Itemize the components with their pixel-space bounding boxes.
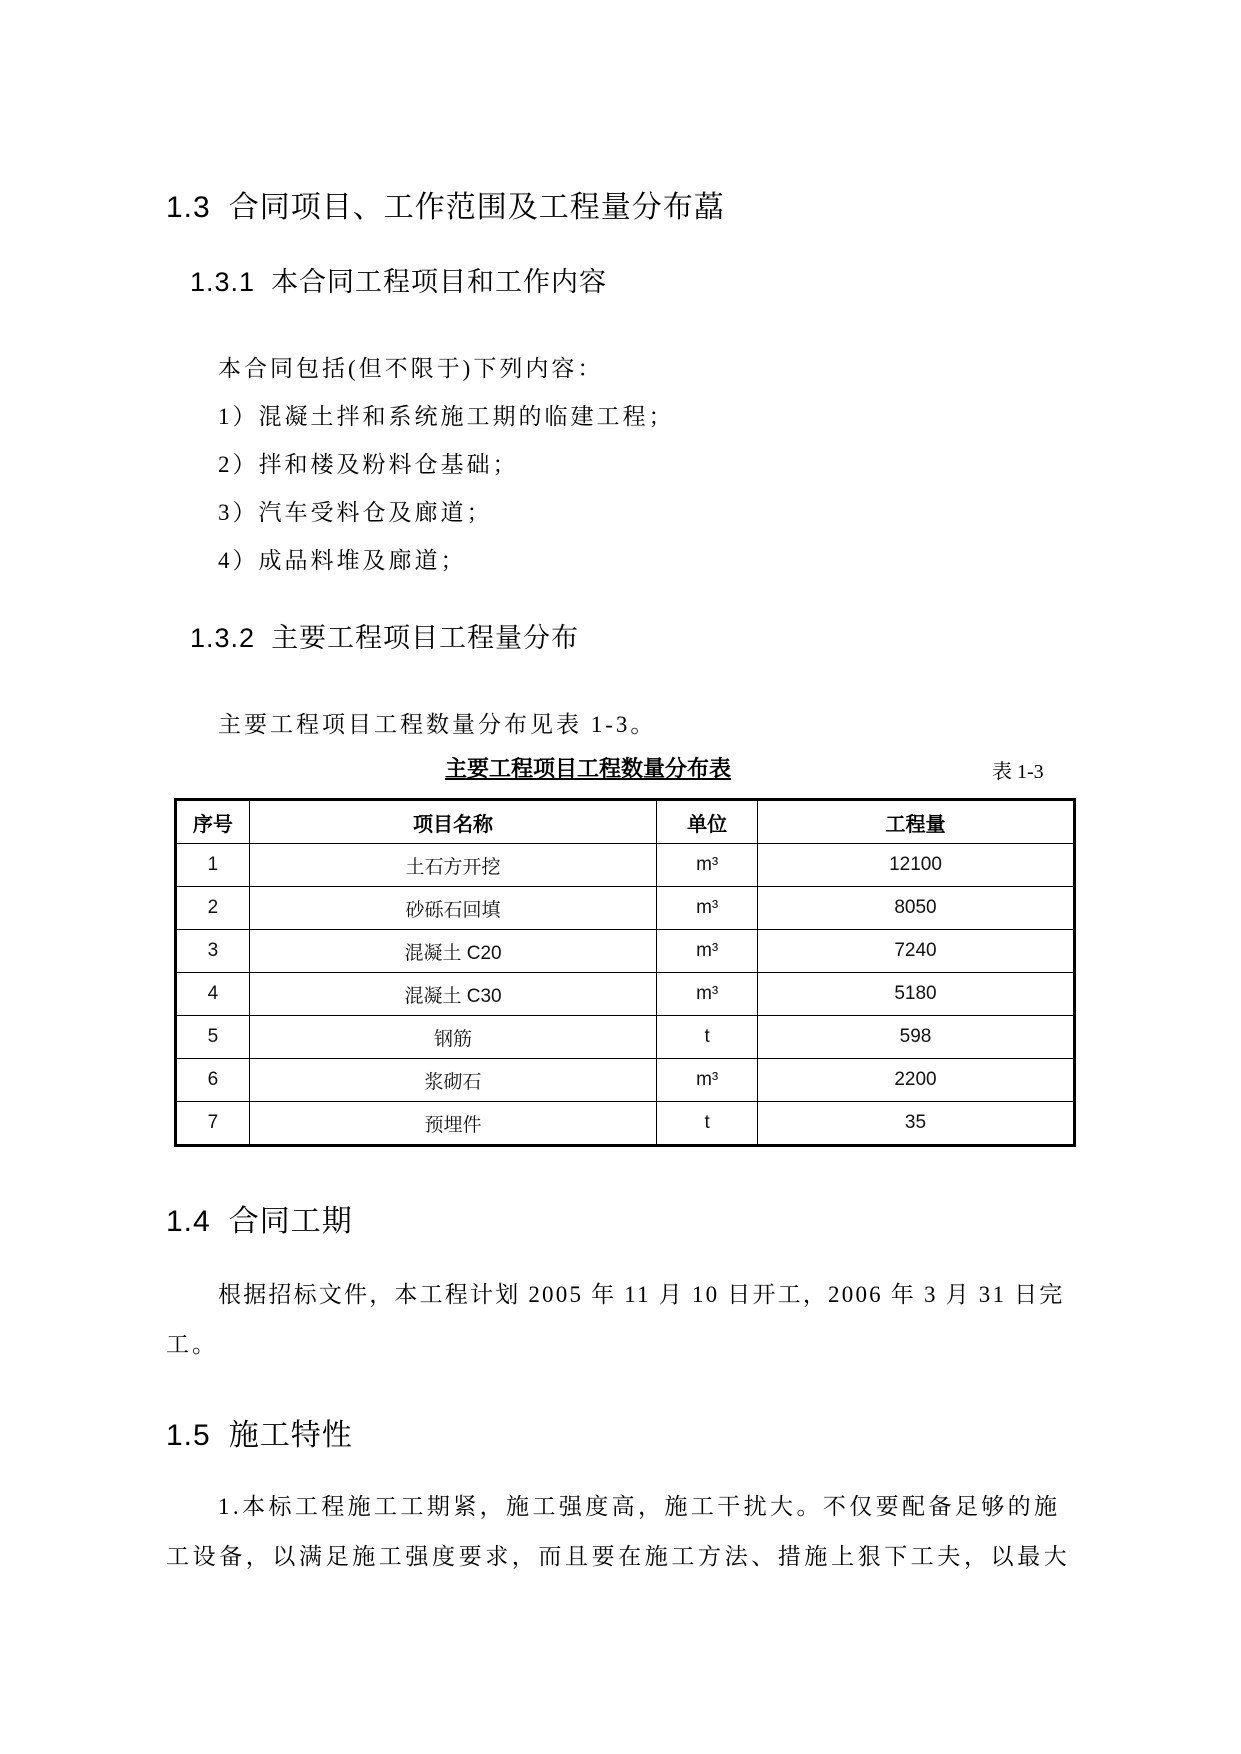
schedule-line-1: 根据招标文件，本工程计划 2005 年 11 月 10 日开工，2006 年 3 月 31 日完 [218,1282,1065,1307]
cell-item-name: 混凝土 C20 [249,930,657,973]
table-row [176,973,1075,1016]
section-heading-1-5: 1.5 施工特性 [166,1419,353,1452]
cell-unit: m³ [657,930,758,973]
header-item-name: 项目名称 [249,800,657,844]
scope-item-4: 4）成品料堆及廊道； [218,548,467,573]
header-quantity: 工程量 [758,800,1075,844]
cell-seq: 7 [176,1102,250,1146]
cell-unit: t [657,1016,758,1059]
cell-seq: 5 [176,1016,250,1059]
cell-seq: 4 [176,973,250,1016]
table-row [176,1102,1075,1146]
cell-seq: 1 [176,844,250,887]
cell-quantity: 8050 [758,887,1075,930]
features-line-1: 1.本标工程施工工期紧，施工强度高，施工干扰大。不仅要配备足够的施 [218,1494,1061,1519]
cell-quantity: 12100 [758,844,1075,887]
cell-quantity: 35 [758,1102,1075,1146]
table-header-row [176,800,1075,844]
section-heading-1-4: 1.4 合同工期 [166,1205,353,1238]
scope-item-2: 2）拌和楼及粉料仓基础； [218,452,519,477]
schedule-line-2: 工。 [166,1332,218,1357]
table-row [176,844,1075,887]
cell-item-name: 土石方开挖 [249,844,657,887]
cell-quantity: 7240 [758,930,1075,973]
section-heading-1-3-2: 1.3.2 主要工程项目工程量分布 [190,623,580,653]
cell-unit: m³ [657,973,758,1016]
section-heading-1-3-1: 1.3.1 本合同工程项目和工作内容 [190,267,608,297]
header-unit: 单位 [657,800,758,844]
header-seq: 序号 [176,800,250,844]
cell-unit: m³ [657,1059,758,1102]
table-row [176,887,1075,930]
cell-unit: t [657,1102,758,1146]
quantity-intro: 主要工程项目工程数量分布见表 1-3。 [218,712,657,737]
cell-seq: 6 [176,1059,250,1102]
quantity-table [174,798,1076,1147]
cell-item-name: 钢筋 [249,1016,657,1059]
cell-item-name: 预埋件 [249,1102,657,1146]
features-line-2: 工设备，以满足施工强度要求，而且要在施工方法、措施上狠下工夫，以最大 [166,1544,1071,1569]
scope-item-1: 1）混凝土拌和系统施工期的临建工程； [218,404,675,429]
scope-intro: 本合同包括(但不限于)下列内容： [218,356,604,381]
cell-seq: 3 [176,930,250,973]
cell-unit: m³ [657,887,758,930]
cell-unit: m³ [657,844,758,887]
cell-quantity: 598 [758,1016,1075,1059]
table-row [176,1059,1075,1102]
cell-item-name: 砂砾石回填 [249,887,657,930]
cell-quantity: 5180 [758,973,1075,1016]
cell-item-name: 浆砌石 [249,1059,657,1102]
scope-item-3: 3）汽车受料仓及廊道； [218,500,493,525]
cell-seq: 2 [176,887,250,930]
table-row [176,930,1075,973]
table-label: 表 1-3 [992,761,1044,783]
cell-quantity: 2200 [758,1059,1075,1102]
table-row [176,1016,1075,1059]
table-title: 主要工程项目工程数量分布表 [445,757,732,782]
cell-item-name: 混凝土 C30 [249,973,657,1016]
section-heading-1-3: 1.3 合同项目、工作范围及工程量分布藠 [166,191,725,224]
